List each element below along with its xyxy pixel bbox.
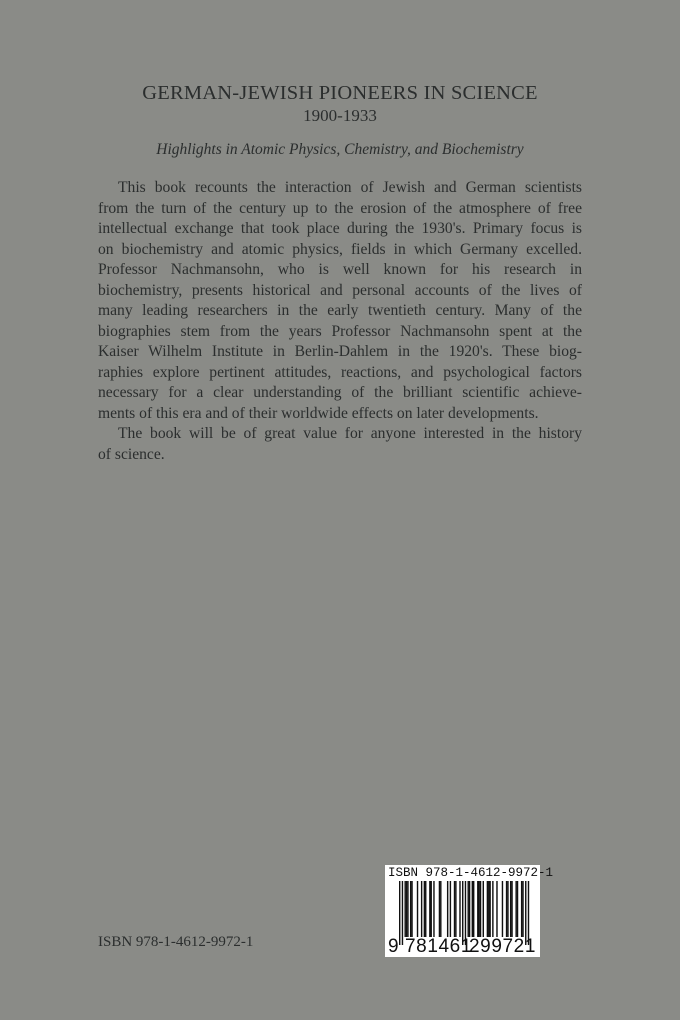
barcode-bar <box>433 881 434 937</box>
barcode-bar <box>439 881 440 937</box>
barcode-bar <box>459 881 460 937</box>
barcode-bar <box>450 881 451 937</box>
barcode-bar <box>407 881 408 937</box>
description-line: raphies explore pertinent attitudes, reactions, and psychological factors <box>98 363 582 381</box>
description-line: ments of this era and of their worldwide effects on later developments. <box>98 404 539 422</box>
barcode-bar <box>496 881 497 937</box>
barcode-bar <box>521 881 522 937</box>
description-line: intellectual exchange that took place during the 1930's. Primary focus is <box>98 220 582 237</box>
barcode-right-digits: 299721 <box>469 936 537 957</box>
barcode-bar <box>421 881 422 937</box>
barcode <box>385 865 554 957</box>
barcode-bar <box>406 881 407 937</box>
description-line: many leading researchers in the early twentieth century. Many of the <box>98 302 582 319</box>
barcode-bar <box>488 881 489 937</box>
barcode-bar <box>506 881 507 937</box>
barcode-bar <box>402 881 403 945</box>
barcode-bar <box>483 881 484 937</box>
barcode-bar <box>447 881 448 937</box>
barcode-bar <box>468 881 469 937</box>
barcode-bar <box>480 881 481 937</box>
barcode-bar <box>431 881 432 937</box>
barcode-bar <box>507 881 508 937</box>
barcode-bar <box>502 881 503 937</box>
barcode-bar <box>511 881 512 937</box>
book-years: 1900-1933 <box>303 106 377 125</box>
barcode-isbn-label: ISBN 978-1-4612-9972-1 <box>388 866 554 880</box>
description <box>98 178 582 465</box>
barcode-bar <box>492 881 493 937</box>
description-line: biochemistry, presents historical and personal accounts of the lives of <box>98 281 582 299</box>
barcode-bar <box>411 881 412 937</box>
description-line: from the turn of the century up to the erosion of the atmosphere of free <box>98 199 582 217</box>
description-line: on biochemistry and atomic physics, fields in which Germany excelled. <box>98 240 582 258</box>
barcode-bar <box>477 881 478 937</box>
book-title: GERMAN-JEWISH PIONEERS IN SCIENCE <box>142 82 538 104</box>
barcode-bar <box>404 881 405 937</box>
description-line: Kaiser Wilhelm Institute in Berlin-Dahlem in the 1920's. These biog- <box>98 343 582 360</box>
barcode-bar <box>515 881 516 937</box>
description-line: necessary for a clear understanding of the brilliant scientific achieve- <box>98 384 582 401</box>
barcode-bar <box>510 881 511 937</box>
barcode-left-digits: 781461 <box>405 936 473 957</box>
barcode-bar <box>454 881 455 937</box>
barcode-bar <box>487 881 488 937</box>
barcode-bar <box>455 881 456 937</box>
description-line: of science. <box>98 445 165 463</box>
description-line: biographies stem from the years Professor Nachmansohn spent at the <box>98 322 582 340</box>
barcode-bar <box>472 881 473 937</box>
book-subtitle: Highlights in Atomic Physics, Chemistry, and Biochemistry <box>156 141 524 158</box>
barcode-first-digit: 9 <box>388 936 399 957</box>
barcode-bar <box>473 881 474 937</box>
isbn-text: ISBN 978-1-4612-9972-1 <box>98 934 254 950</box>
barcode-bar <box>417 881 418 937</box>
barcode-bar <box>469 881 470 937</box>
barcode-bar <box>399 881 400 945</box>
description-line: The book will be of great value for anyone interested in the history <box>118 425 582 442</box>
description-line: Professor Nachmansohn, who is well known for his research in <box>98 261 582 278</box>
barcode-bar <box>424 881 425 937</box>
barcode-bar <box>522 881 523 937</box>
barcode-bar <box>425 881 426 937</box>
barcode-bar <box>489 881 490 937</box>
barcode-bar <box>410 881 411 937</box>
barcode-bar <box>440 881 441 937</box>
barcode-bar <box>478 881 479 937</box>
barcode-bar <box>517 881 518 937</box>
description-line: This book recounts the interaction of Jewish and German scientists <box>118 179 582 196</box>
barcode-bar <box>429 881 430 937</box>
